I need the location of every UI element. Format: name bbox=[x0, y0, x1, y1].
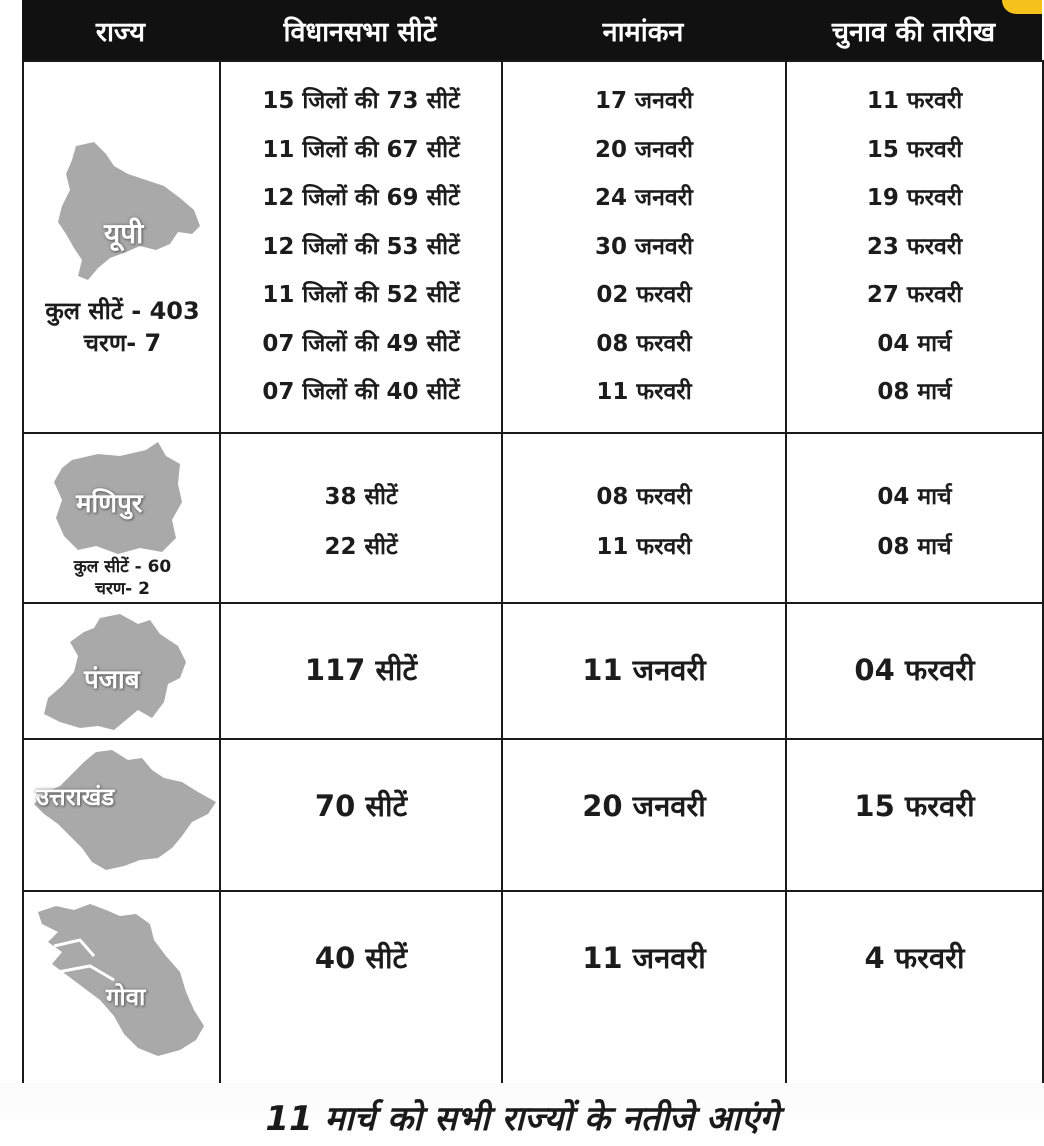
seats-list-up bbox=[221, 77, 501, 417]
list-item: 04 मार्च bbox=[877, 484, 952, 510]
phases-up: चरण- 7 bbox=[83, 329, 162, 357]
seats-goa: 40 सीटें bbox=[314, 941, 408, 975]
list-item: 11 जिलों की 52 सीटें bbox=[262, 282, 460, 309]
header-seats: विधानसभा सीटें bbox=[283, 16, 437, 48]
nomination-list-manipur bbox=[503, 472, 785, 572]
list-item: 19 फरवरी bbox=[866, 185, 963, 212]
list-item: 38 सीटें bbox=[324, 484, 398, 510]
seats-cell-punjab bbox=[220, 603, 502, 739]
list-item: 04 मार्च bbox=[877, 330, 952, 357]
total-seats-up: कुल सीटें - 403 bbox=[45, 297, 200, 325]
list-item: 20 जनवरी bbox=[595, 136, 693, 163]
table-row-up bbox=[23, 61, 1043, 433]
state-name-uttarakhand: उत्तराखंड bbox=[36, 783, 115, 811]
seats-list-manipur bbox=[221, 472, 501, 572]
table-header bbox=[22, 0, 1042, 60]
total-seats-manipur: कुल सीटें - 60 bbox=[73, 557, 172, 577]
list-item: 08 मार्च bbox=[877, 379, 952, 406]
state-name-manipur: मणिपुर bbox=[76, 489, 143, 519]
list-item: 27 फरवरी bbox=[866, 282, 963, 309]
list-item: 15 जिलों की 73 सीटें bbox=[262, 88, 460, 115]
seats-cell-goa bbox=[220, 891, 502, 1084]
nomination-cell-uttarakhand bbox=[502, 739, 786, 891]
election-cell-punjab bbox=[786, 603, 1043, 739]
header-state: राज्य bbox=[95, 16, 146, 48]
state-cell-up bbox=[23, 61, 220, 433]
state-cell-punjab bbox=[23, 603, 220, 739]
election-uttarakhand: 15 फरवरी bbox=[854, 789, 975, 823]
nomination-goa: 11 जनवरी bbox=[582, 941, 706, 975]
nomination-cell-punjab bbox=[502, 603, 786, 739]
election-cell-goa bbox=[786, 891, 1043, 1084]
table-row-uttarakhand bbox=[23, 739, 1043, 891]
state-name-up: यूपी bbox=[104, 217, 144, 250]
list-item: 08 फरवरी bbox=[596, 484, 692, 510]
list-item: 24 जनवरी bbox=[595, 185, 693, 212]
list-item: 23 फरवरी bbox=[866, 233, 963, 260]
nomination-cell-goa bbox=[502, 891, 786, 1084]
list-item: 08 फरवरी bbox=[596, 330, 692, 357]
state-name-goa: गोवा bbox=[106, 983, 146, 1011]
list-item: 11 फरवरी bbox=[596, 534, 692, 560]
election-punjab: 04 फरवरी bbox=[854, 653, 975, 687]
state-cell-goa bbox=[23, 891, 220, 1084]
list-item: 15 फरवरी bbox=[866, 136, 963, 163]
list-item: 17 जनवरी bbox=[595, 88, 693, 115]
header-nomination: नामांकन bbox=[602, 16, 684, 48]
election-list-manipur bbox=[787, 472, 1042, 572]
nomination-punjab: 11 जनवरी bbox=[582, 653, 706, 687]
header-election-date: चुनाव की तारीख bbox=[831, 16, 996, 48]
election-cell-manipur bbox=[786, 433, 1043, 603]
schedule-grid bbox=[22, 60, 1044, 1085]
election-schedule-table bbox=[22, 0, 1042, 1083]
seats-punjab: 117 सीटें bbox=[304, 653, 418, 687]
list-item: 11 फरवरी bbox=[866, 88, 963, 115]
list-item: 12 जिलों की 53 सीटें bbox=[262, 233, 460, 260]
list-item: 12 जिलों की 69 सीटें bbox=[262, 185, 460, 212]
list-item: 02 फरवरी bbox=[596, 282, 692, 309]
seats-uttarakhand: 70 सीटें bbox=[314, 789, 408, 823]
list-item: 22 सीटें bbox=[324, 534, 398, 560]
decorative-corner bbox=[1002, 0, 1042, 14]
goa-map-icon bbox=[34, 900, 206, 1058]
nomination-cell-manipur bbox=[502, 433, 786, 603]
phases-manipur: चरण- 2 bbox=[95, 579, 150, 599]
list-item: 07 जिलों की 40 सीटें bbox=[262, 379, 460, 406]
nomination-uttarakhand: 20 जनवरी bbox=[582, 789, 706, 823]
state-name-punjab: पंजाब bbox=[84, 665, 140, 695]
state-cell-manipur bbox=[23, 433, 220, 603]
table-row-goa bbox=[23, 891, 1043, 1084]
election-cell-uttarakhand bbox=[786, 739, 1043, 891]
seats-cell-uttarakhand bbox=[220, 739, 502, 891]
election-goa: 4 फरवरी bbox=[864, 941, 965, 975]
table-row-punjab bbox=[23, 603, 1043, 739]
list-item: 11 जिलों की 67 सीटें bbox=[262, 136, 460, 163]
list-item: 07 जिलों की 49 सीटें bbox=[262, 330, 460, 357]
election-list-up bbox=[787, 77, 1042, 417]
seats-cell-up bbox=[220, 61, 502, 433]
state-cell-uttarakhand bbox=[23, 739, 220, 891]
list-item: 11 फरवरी bbox=[596, 379, 692, 406]
election-cell-up bbox=[786, 61, 1043, 433]
results-footer: 11 मार्च को सभी राज्यों के नतीजे आएंगे bbox=[265, 1099, 779, 1139]
list-item: 30 जनवरी bbox=[595, 233, 693, 260]
table-row-manipur bbox=[23, 433, 1043, 603]
nomination-cell-up bbox=[502, 61, 786, 433]
list-item: 08 मार्च bbox=[877, 534, 952, 560]
nomination-list-up bbox=[503, 77, 785, 417]
seats-cell-manipur bbox=[220, 433, 502, 603]
